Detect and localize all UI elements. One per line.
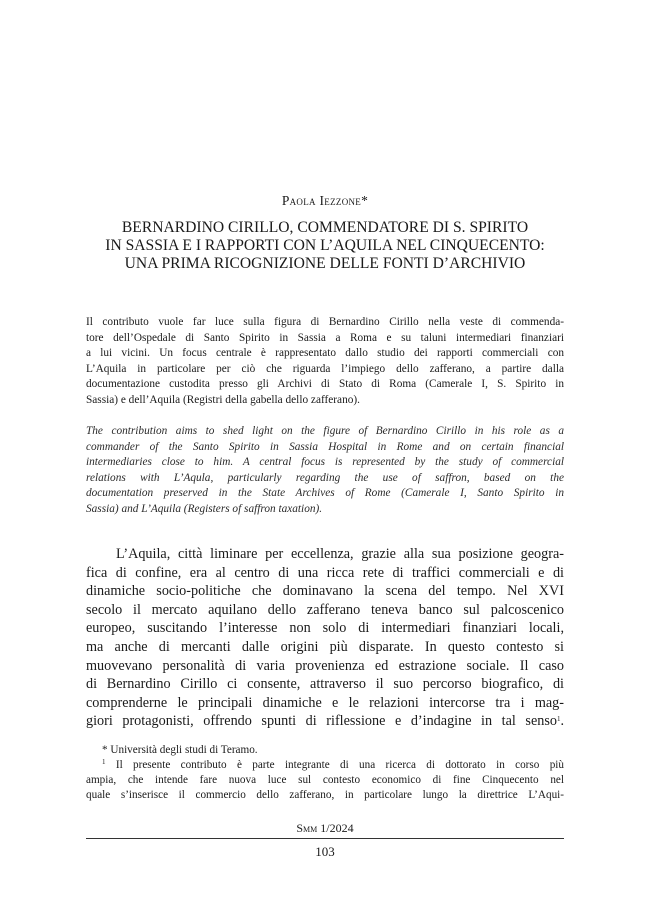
abstract-line: The contribution aims to shed light on the figure of Bernardino Cirillo in his role as a <box>86 425 564 437</box>
abstract-line: relations with L’Aqula, particularly regarding the use of saffron, based on the <box>86 471 564 484</box>
abstract-italian <box>86 315 564 408</box>
footnote-reference[interactable]: 1 <box>556 715 561 724</box>
abstract-line: commander of the Santo Spirito in Sassia Hospital in Rome and on certain financial <box>86 440 564 453</box>
article-title <box>60 219 590 273</box>
abstract-line: L’Aquila in particolare per ciò che riguarda l’impiego dello zafferano, a partire dalla <box>86 362 564 375</box>
abstract-line: a lui vicini. Un focus centrale è rappresentato dallo studio dei rapporti commerciali con <box>86 347 564 359</box>
body-line: secolo il mercato aquilano dello zafferano teneva banco sul palcoscenico <box>86 601 564 618</box>
journal-issue <box>0 821 650 836</box>
page-number: 103 <box>315 844 335 859</box>
footnote-1-first-line <box>86 758 564 773</box>
abstract-line: Sassia) and L’Aquila (Registers of saffron taxation). <box>86 502 323 515</box>
footnote-affiliation: * Università degli studi di Teramo. <box>102 744 258 756</box>
body-line: comprenderne le principali dinamiche e le relazioni intercorse tra i mag- <box>86 694 564 711</box>
title-line: UNA PRIMA RICOGNIZIONE DELLE FONTI D’ARCHIVIO <box>124 255 526 272</box>
abstract-line: Il contributo vuole far luce sulla figura di Bernardino Cirillo nella veste di commenda- <box>86 316 564 328</box>
body-line-text: giori protagonisti, offrendo spunti di riflessione e d’indagine in tal senso <box>86 713 557 730</box>
abstract-english <box>86 424 564 517</box>
author-line <box>0 193 650 209</box>
body-line-last: giori protagonisti, offrendo spunti di riflessione e d’indagine in tal senso$^1$. <box>86 713 564 730</box>
footnote-1-text: Il presente contributo è parte integrante di una ricerca di dottorato in corso più <box>105 759 564 771</box>
footnotes <box>86 743 564 803</box>
abstract-line: documentazione custodita presso gli Archivi di Stato di Roma (Camerale I, S. Spirito in <box>86 378 564 390</box>
abstract-line: documentation preserved in the State Archives of Rome (Camerale I, Santo Spirito in <box>86 487 564 499</box>
body-line: L’Aquila, città liminare per eccellenza, grazie alla sua posizione geogra- <box>116 546 564 562</box>
journal-name: Smm 1/2024 <box>296 821 354 835</box>
abstract-line: Sassia) e dell’Aquila (Registri della gabella dello zafferano). <box>86 393 360 406</box>
body-line: di Bernardino Cirillo ci consente, attraverso il suo percorso biografico, di <box>86 676 564 693</box>
abstract-line: tore dell’Ospedale di Santo Spirito in Sassia a Roma e su taluni intermediari finanziari <box>86 331 564 344</box>
author-footnote-mark: * <box>361 193 369 208</box>
footnote-line: ampia, che intende fare nuova luce sul contesto economico di fine Cinquecento nel <box>86 774 564 786</box>
footnote-1-marker: 1 <box>102 758 106 766</box>
body-paragraph <box>86 545 564 731</box>
body-line: ma anche di mercanti dalle origini più disparate. In questo contesto si <box>86 638 564 655</box>
body-line: muovevano personalità di varia provenienza ed estrazione sociale. Il caso <box>86 657 564 674</box>
footer-divider <box>86 838 564 839</box>
author-name: Paola Iezzone <box>281 193 362 208</box>
title-line: BERNARDINO CIRILLO, COMMENDATORE DI S. SPIRITO <box>121 219 529 236</box>
body-line: fica di confine, era al centro di una ricca rete di traffici commerciali e di <box>86 564 564 581</box>
body-line: dinamiche socio-politiche che dominavano la scena del tempo. Nel XVI <box>86 583 564 600</box>
body-line: europeo, suscitando l’interesse non solo di intermediari finanziari locali, <box>86 620 564 637</box>
abstract-line: intermediaries close to him. A central focus is represented by the study of commercial <box>86 456 564 468</box>
footnote-line: quale s’inserisce il commercio dello zafferano, in particolare lungo la direttrice L’Aqui- <box>86 789 564 801</box>
title-line: IN SASSIA E I RAPPORTI CON L’AQUILA NEL CINQUECENTO: <box>105 237 545 254</box>
